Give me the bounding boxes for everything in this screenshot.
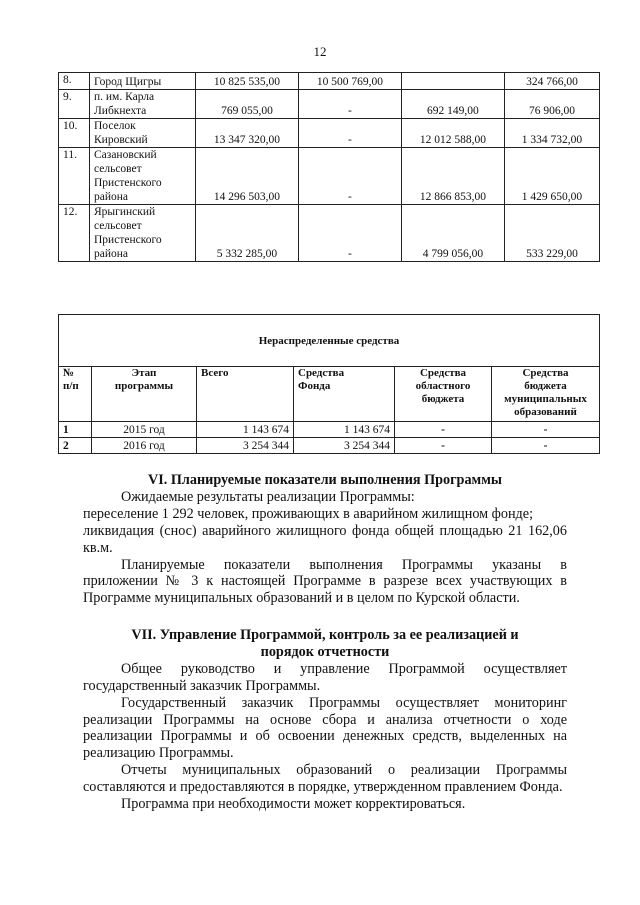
paragraph: переселение 1 292 человек, проживающих в аварийном жилищном фонде;	[83, 505, 534, 522]
header-fund: Средства Фонда	[294, 367, 395, 422]
row-number: 1	[59, 422, 92, 438]
municipality-name: Ярыгинский сельсовет Пристенского района	[90, 205, 196, 262]
total-value: 3 254 344	[197, 438, 294, 454]
regional-value	[401, 73, 504, 90]
paragraph: ликвидация (снос) аварийного жилищного фонда общей площадью 21 162,06 кв.м.	[83, 522, 567, 556]
regional-value: 12 012 588,00	[401, 119, 504, 148]
header-num: № п/п	[59, 367, 92, 422]
table-row	[59, 438, 600, 454]
fund-value: 3 254 344	[294, 438, 395, 454]
municipal-value: 1 334 732,00	[504, 119, 599, 148]
section-7	[83, 627, 567, 813]
table-row	[59, 148, 600, 205]
header-regional: Средства областного бюджета	[395, 367, 492, 422]
table-row	[59, 73, 600, 90]
row-number: 12.	[59, 205, 90, 262]
paragraph: Планируемые показатели выполнения Программы указаны в приложении № 3 к настоящей Программе в разрезе всех участвующих в Программе муниципальных образований и в целом по Курской области.	[83, 556, 567, 607]
regional-value: 12 866 853,00	[401, 148, 504, 205]
table-caption: Нераспределенные средства	[59, 315, 600, 367]
municipal-value: 324 766,00	[504, 73, 599, 90]
regional-value: 4 799 056,00	[401, 205, 504, 262]
fund-value: 10 500 769,00	[298, 73, 401, 90]
unallocated-funds-table	[58, 314, 600, 454]
row-number: 11.	[59, 148, 90, 205]
fund-value: -	[298, 119, 401, 148]
header-stage: Этап программы	[92, 367, 197, 422]
section-6-heading: VI. Планируемые показатели выполнения Программы	[148, 472, 502, 488]
row-number: 2	[59, 438, 92, 454]
municipal-value: 1 429 650,00	[504, 148, 599, 205]
fund-value: 1 143 674	[294, 422, 395, 438]
section-7-heading: VII. Управление Программой, контроль за ее реализацией и порядок отчетности	[131, 627, 519, 660]
regional-value: 692 149,00	[401, 90, 504, 119]
table-row	[59, 422, 600, 438]
paragraph: Общее руководство и управление Программой осуществляет государственный заказчик Программы.	[83, 660, 567, 694]
header-row	[59, 367, 600, 422]
municipal-value: -	[492, 422, 600, 438]
header-total: Всего	[197, 367, 294, 422]
total-value: 769 055,00	[196, 90, 299, 119]
municipality-name: Сазановский сельсовет Пристенского района	[90, 148, 196, 205]
total-value: 14 296 503,00	[196, 148, 299, 205]
fund-value: -	[298, 148, 401, 205]
paragraph: Отчеты муниципальных образований о реализации Программы составляются и предоставляются в порядке, утвержденном правлением Фонда.	[83, 762, 567, 796]
paragraph: Государственный заказчик Программы осуществляет мониторинг реализации Программы на основе сбора и анализа отчетности о ходе реализации Программы и об освоении денежных средств, выделенных на реализацию Программы.	[83, 694, 567, 762]
fund-value: -	[298, 90, 401, 119]
header-municipal: Средства бюджета муниципальных образований	[492, 367, 600, 422]
total-value: 10 825 535,00	[196, 73, 299, 90]
regional-value: -	[395, 422, 492, 438]
row-number: 9.	[59, 90, 90, 119]
paragraph: Программа при необходимости может корректироваться.	[121, 796, 466, 813]
table-row	[59, 90, 600, 119]
table-row	[59, 119, 600, 148]
stage-value: 2015 год	[92, 422, 197, 438]
row-number: 10.	[59, 119, 90, 148]
total-value: 1 143 674	[197, 422, 294, 438]
municipal-value: 533 229,00	[504, 205, 599, 262]
row-number: 8.	[59, 73, 90, 90]
table-row	[59, 205, 600, 262]
stage-value: 2016 год	[92, 438, 197, 454]
total-value: 5 332 285,00	[196, 205, 299, 262]
page-number: 12	[313, 44, 327, 59]
municipal-value: 76 906,00	[504, 90, 599, 119]
municipality-name: Город Щигры	[90, 73, 196, 90]
regional-value: -	[395, 438, 492, 454]
municipality-name: п. им. Карла Либкнехта	[90, 90, 196, 119]
total-value: 13 347 320,00	[196, 119, 299, 148]
funding-table	[58, 72, 600, 262]
municipality-name: Поселок Кировский	[90, 119, 196, 148]
municipal-value: -	[492, 438, 600, 454]
paragraph: Ожидаемые результаты реализации Программы:	[121, 488, 415, 505]
fund-value: -	[298, 205, 401, 262]
section-6	[83, 472, 567, 607]
